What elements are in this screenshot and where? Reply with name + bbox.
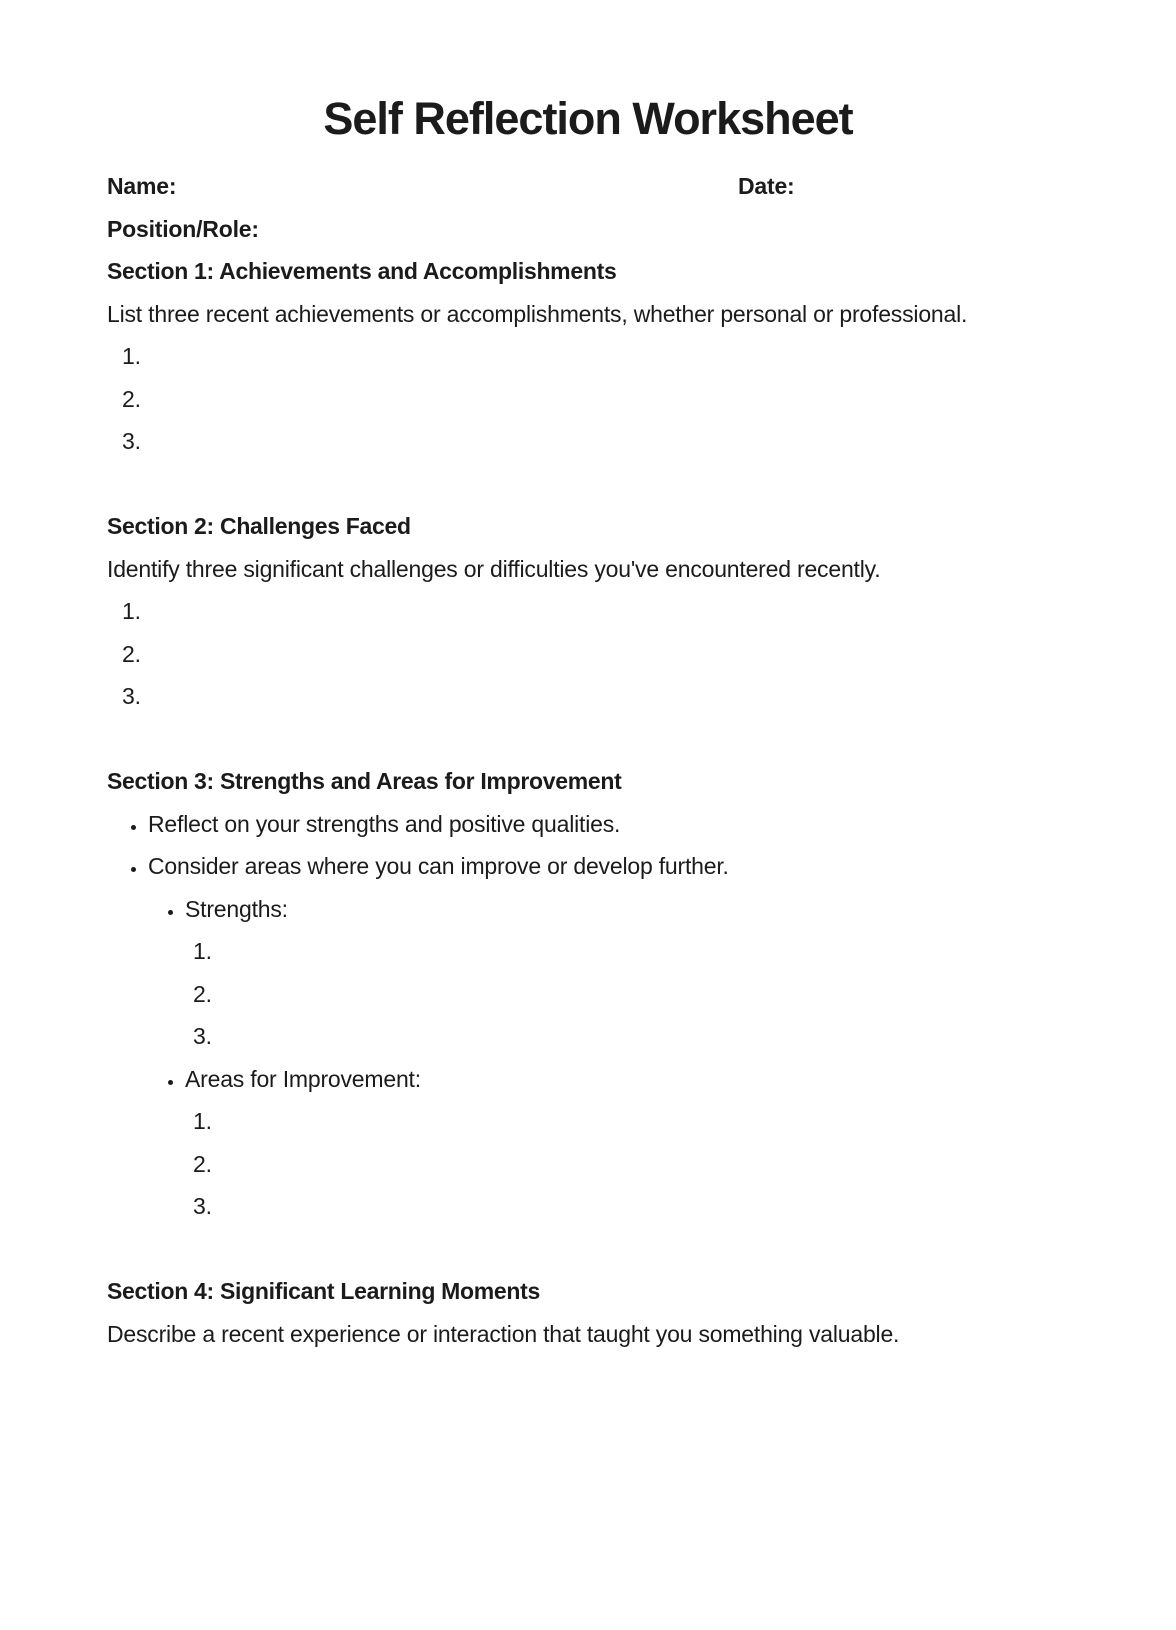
section-1-description: List three recent achievements or accomplishments, whether personal or professional. [107,300,968,327]
item-number: 2. [193,1150,212,1177]
item-number: 1. [193,1108,212,1134]
item-number: 3. [193,1023,212,1049]
section-2-heading: Section 2: Challenges Faced [107,513,411,539]
list-item [122,378,1069,421]
spacer [107,1228,1069,1271]
item-number: 1. [122,343,141,369]
strengths-numbered-list [185,930,1069,1058]
name-label: Name: [107,173,177,199]
list-item [193,1143,1069,1186]
position-label: Position/Role: [107,215,259,242]
list-item [193,973,1069,1016]
section-2-numbered-list [107,590,1069,718]
bullet-item [148,845,1069,1228]
sub-bullet-item [185,888,1069,1058]
item-number: 1. [193,938,212,964]
date-label: Date: [738,173,795,199]
item-number: 2. [122,640,141,667]
improvement-numbered-list [185,1100,1069,1228]
list-item [122,420,1069,463]
section-3-bullet-list [107,803,1069,1228]
section-1-numbered-list [107,335,1069,463]
sub-list-label: Areas for Improvement: [185,1065,421,1092]
bullet-text: Consider areas where you can improve or develop further. [148,853,729,879]
spacer [107,463,1069,506]
item-number: 1. [122,598,141,624]
sub-list-label: Strengths: [185,895,288,922]
bullet-item [148,803,1069,846]
position-row [107,208,1069,251]
section-4-heading: Section 4: Significant Learning Moments [107,1278,541,1304]
list-item [193,1100,1069,1143]
item-number: 3. [193,1193,212,1219]
list-item [122,633,1069,676]
section-4-description: Describe a recent experience or interaction that taught you something valuable. [107,1320,900,1347]
item-number: 2. [122,385,141,412]
spacer [107,718,1069,761]
list-item [193,1185,1069,1228]
list-item [122,335,1069,378]
section-1-heading: Section 1: Achievements and Accomplishments [107,258,617,284]
list-item [122,590,1069,633]
list-item [122,675,1069,718]
item-number: 3. [122,428,141,454]
list-item [193,1015,1069,1058]
section-2-description: Identify three significant challenges or difficulties you've encountered recently. [107,555,881,582]
sub-bullet-item [185,1058,1069,1228]
item-number: 3. [122,683,141,709]
bullet-text: Reflect on your strengths and positive qualities. [148,810,621,837]
page-title: Self Reflection Worksheet [323,93,853,144]
list-item [193,930,1069,973]
section-3-sub-bullet-list [148,888,1069,1228]
section-3-heading: Section 3: Strengths and Areas for Improvement [107,768,622,794]
name-date-row [107,165,1069,208]
item-number: 2. [193,980,212,1007]
